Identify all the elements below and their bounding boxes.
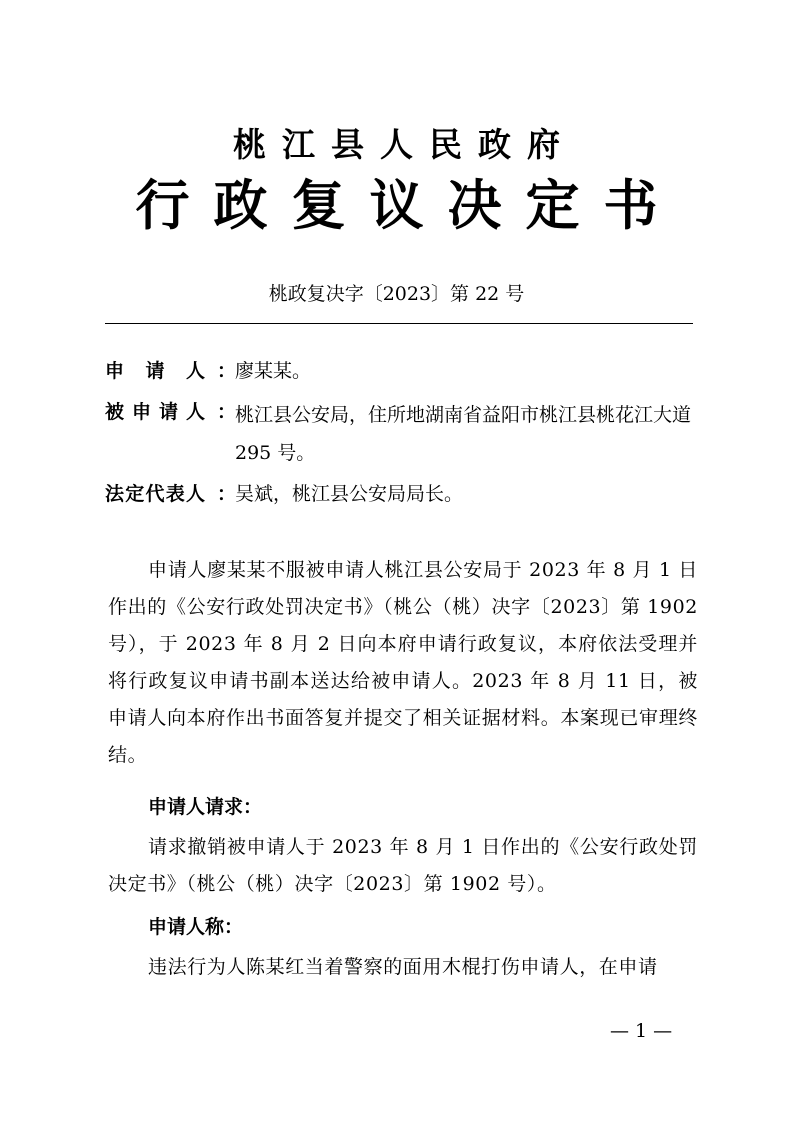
party-value: 吴斌，桃江县公安局局长。 xyxy=(235,483,464,505)
document-number: 桃政复决字〔2023〕第 22 号 xyxy=(268,283,525,305)
intro-paragraph: 申请人廖某某不服被申请人桃江县公安局于 2023 年 8 月 1 日作出的《公安行政处罚决定书》（桃公（桃）决字〔2023〕第 1902 号），于 2023 年 8 月 2 日向本府申请行政复议，本府依法受理并将行政复议申请书副本送达给被申请人。2023 年 8 月 11 日，被申请人向本府作出书面答复并提交了相关证据材料。本案现已审理终结。 xyxy=(108,559,698,766)
document-title: 行政复议决定书 xyxy=(135,174,682,237)
party-colon: ： xyxy=(217,483,237,505)
request-heading: 申请人请求： xyxy=(148,796,263,818)
claim-heading: 申请人称： xyxy=(148,916,244,938)
party-colon: ： xyxy=(217,360,237,382)
claim-paragraph: 违法行为人陈某红当着警察的面用木棍打伤申请人，在申请 xyxy=(148,956,658,978)
request-paragraph: 请求撤销被申请人于 2023 年 8 月 1 日作出的《公安行政处罚决定书》（桃公（桃）决字〔2023〕第 1902 号）。 xyxy=(108,836,698,895)
party-label: 法定代表人 xyxy=(105,483,205,505)
party-value: 廖某某。 xyxy=(235,360,312,382)
header-divider xyxy=(105,323,693,324)
party-label: 被申请人 xyxy=(105,401,205,423)
party-value: 桃江县公安局，住所地湖南省益阳市桃江县桃花江大道 295 号。 xyxy=(235,404,692,464)
page-number: — 1 — xyxy=(610,1020,673,1042)
issuer-name: 桃江县人民政府 xyxy=(233,125,576,164)
party-label: 申请人 xyxy=(105,360,205,382)
party-colon: ： xyxy=(217,401,237,423)
